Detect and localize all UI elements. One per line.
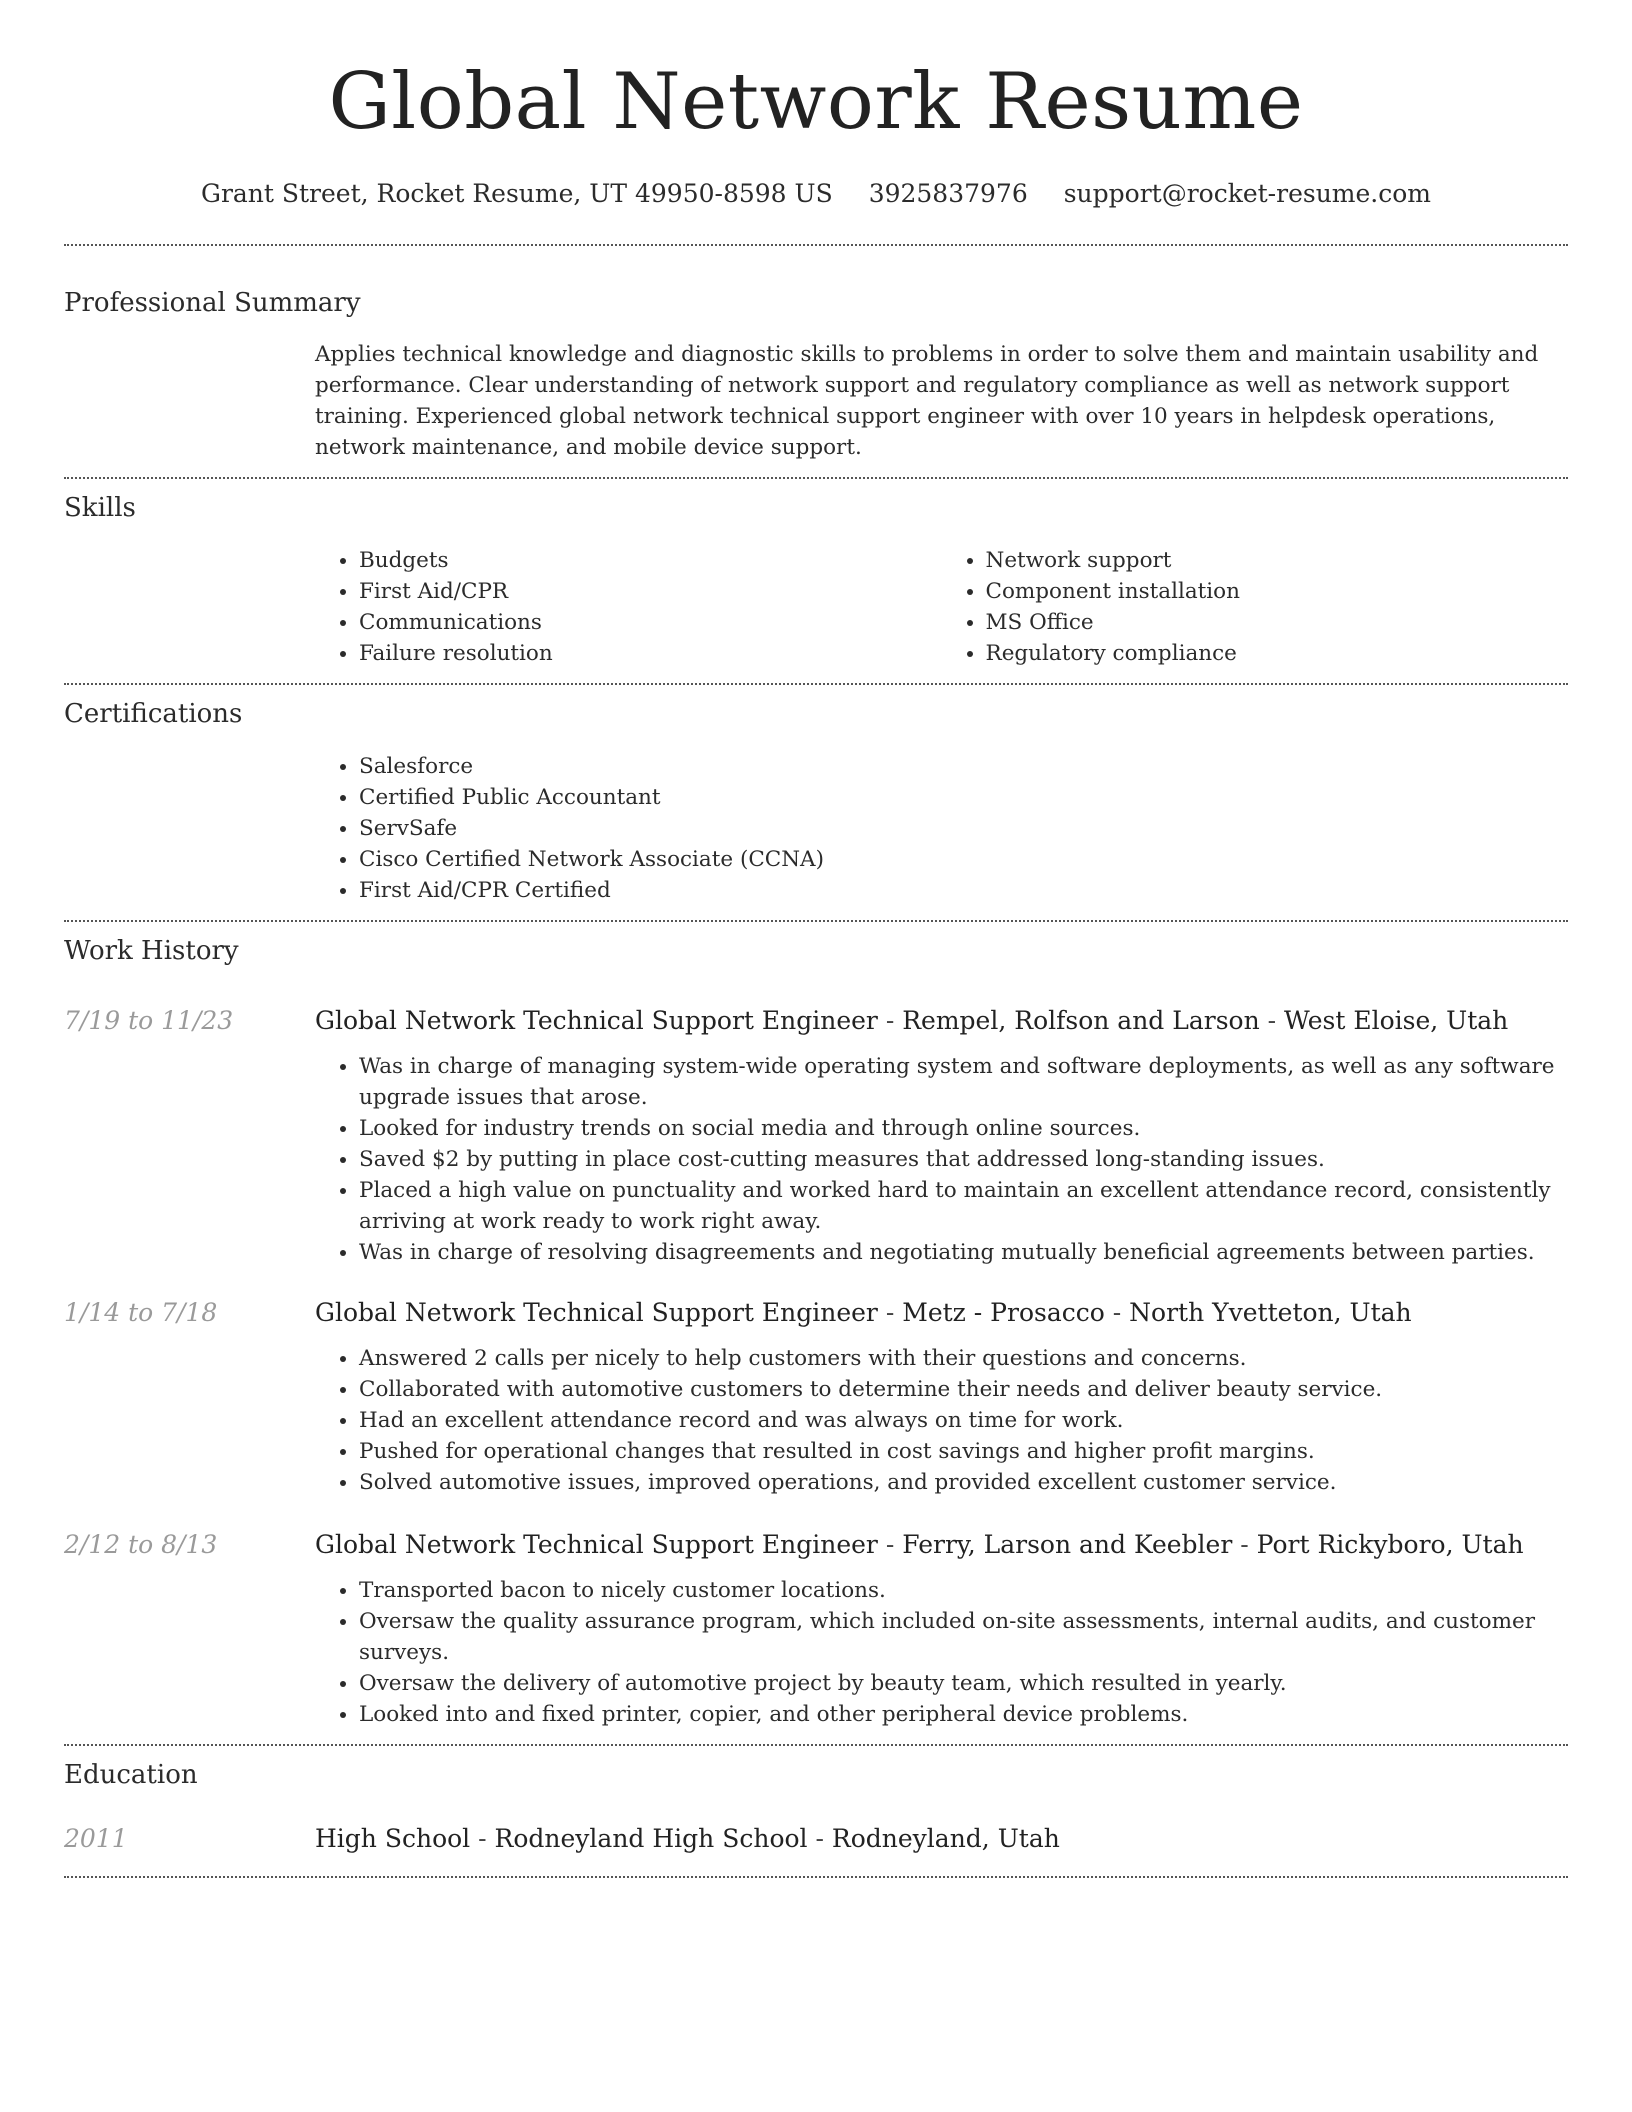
separator: - [877,1006,903,1035]
divider [64,683,1568,685]
certification-item: • Cisco Certified Network Associate (CCNA) [359,844,1568,875]
job-title: Global Network Technical Support Engineer [315,1006,878,1035]
separator: - [1104,1298,1130,1327]
divider [64,477,1568,479]
education-section [64,1758,1568,1856]
job-dates: 1/14 to 7/18 [64,1298,218,1327]
job-title-line [315,1296,1412,1330]
education-entry [64,1822,1568,1856]
skill-item: • Network support [986,545,1569,576]
job-entry [64,1296,1568,1498]
contact-email: support@rocket-resume.com [1063,179,1432,208]
job-company: Metz - Prosacco [902,1298,1105,1327]
job-bullet: • Oversaw the delivery of automotive project by beauty team, which resulted in yearly. [359,1668,1568,1699]
job-bullet: • Transported bacon to nicely customer locations. [359,1575,1568,1606]
job-bullet: • Was in charge of resolving disagreements and negotiating mutually beneficial agreements between parties. [359,1237,1568,1268]
job-header [64,1004,1568,1038]
skill-item: • Budgets [359,545,942,576]
job-title-line [315,1004,1508,1038]
summary-text: Applies technical knowledge and diagnostic skills to problems in order to solve them and maintain usability and performance. Clear understanding of network support and regulatory compliance as well as network support training. Experienced global network technical support engineer with over 10 years in helpdesk operations, network maintenance, and mobile device support. [315,342,1539,460]
certification-item: • Salesforce [359,751,1568,782]
separator: - [877,1298,903,1327]
certifications-list [315,751,1568,906]
work-history-heading: Work History [64,936,239,966]
job-location: North Yvetteton, Utah [1129,1298,1412,1327]
separator: - [877,1530,903,1559]
certification-item: • ServSafe [359,813,1568,844]
job-bullets [315,1575,1568,1730]
certifications-heading: Certifications [64,699,243,729]
job-header [64,1528,1568,1562]
job-location: West Eloise, Utah [1284,1006,1509,1035]
job-title-line [315,1528,1524,1562]
work-history-section [64,934,1568,1730]
job-bullet: • Had an excellent attendance record and was always on time for work. [359,1405,1568,1436]
summary-section [64,286,1568,463]
divider [64,920,1568,922]
job-bullet: • Looked for industry trends on social media and through online sources. [359,1113,1568,1144]
skills-list-right [942,545,1569,669]
job-bullet: • Oversaw the quality assurance program, which included on-site assessments, internal audits, and customer surveys. [359,1606,1568,1668]
job-company: Ferry, Larson and Keebler [902,1530,1233,1559]
divider [64,244,1568,246]
education-year: 2011 [64,1824,128,1853]
resume-name: Global Network Resume [328,57,1304,147]
separator: - [1259,1006,1285,1035]
job-bullet: • Collaborated with automotive customers to determine their needs and deliver beauty service. [359,1374,1568,1405]
contact-line [64,178,1568,210]
job-bullets [315,1051,1568,1268]
skill-item: • Regulatory compliance [986,638,1569,669]
skills-grid [315,545,1568,669]
education-degree: High School [315,1824,471,1853]
job-location: Port Rickyboro, Utah [1256,1530,1524,1559]
certifications-items [315,751,1568,906]
job-bullet: • Pushed for operational changes that resulted in cost savings and higher profit margins. [359,1436,1568,1467]
skill-item: • Communications [359,607,942,638]
certifications-section [64,697,1568,906]
job-title: Global Network Technical Support Engineer [315,1530,878,1559]
job-company: Rempel, Rolfson and Larson [902,1006,1260,1035]
education-heading: Education [64,1760,198,1790]
certification-item: • First Aid/CPR Certified [359,875,1568,906]
job-dates: 7/19 to 11/23 [64,1006,234,1035]
skills-heading: Skills [64,493,136,523]
certification-item: • Certified Public Accountant [359,782,1568,813]
skill-item: • Failure resolution [359,638,942,669]
skills-section [64,491,1568,669]
job-dates: 2/12 to 8/13 [64,1530,218,1559]
education-line [315,1822,1060,1856]
separator: - [1232,1530,1257,1559]
job-bullets [315,1343,1568,1498]
summary-heading: Professional Summary [64,288,361,318]
job-entry [64,1528,1568,1730]
contact-phone: 3925837976 [868,179,1028,208]
job-bullet: • Looked into and fixed printer, copier, and other peripheral device problems. [359,1699,1568,1730]
separator: - [807,1824,832,1853]
job-bullet: • Answered 2 calls per nicely to help customers with their questions and concerns. [359,1343,1568,1374]
job-title: Global Network Technical Support Engineer [315,1298,878,1327]
job-entry [64,1004,1568,1268]
job-bullet: • Solved automotive issues, improved operations, and provided excellent customer service. [359,1467,1568,1498]
job-bullet: • Was in charge of managing system-wide operating system and software deployments, as well as any software upgrade issues that arose. [359,1051,1568,1113]
education-school: Rodneyland High School [494,1824,808,1853]
education-location: Rodneyland, Utah [831,1824,1060,1853]
job-bullet-list [315,1051,1568,1268]
job-bullet-list [315,1575,1568,1730]
skill-item: • Component installation [986,576,1569,607]
skill-item: • First Aid/CPR [359,576,942,607]
divider [64,1744,1568,1746]
job-bullet: • Saved $2 by putting in place cost-cutting measures that addressed long-standing issues. [359,1144,1568,1175]
skill-item: • MS Office [986,607,1569,638]
contact-address: Grant Street, Rocket Resume, UT 49950-8598 US [200,179,833,208]
job-header [64,1296,1568,1330]
separator: - [470,1824,495,1853]
divider [64,1876,1568,1878]
skills-list-left [315,545,942,669]
job-bullet: • Placed a high value on punctuality and worked hard to maintain an excellent attendance record, consistently arriving at work ready to work right away. [359,1175,1568,1237]
job-bullet-list [315,1343,1568,1498]
